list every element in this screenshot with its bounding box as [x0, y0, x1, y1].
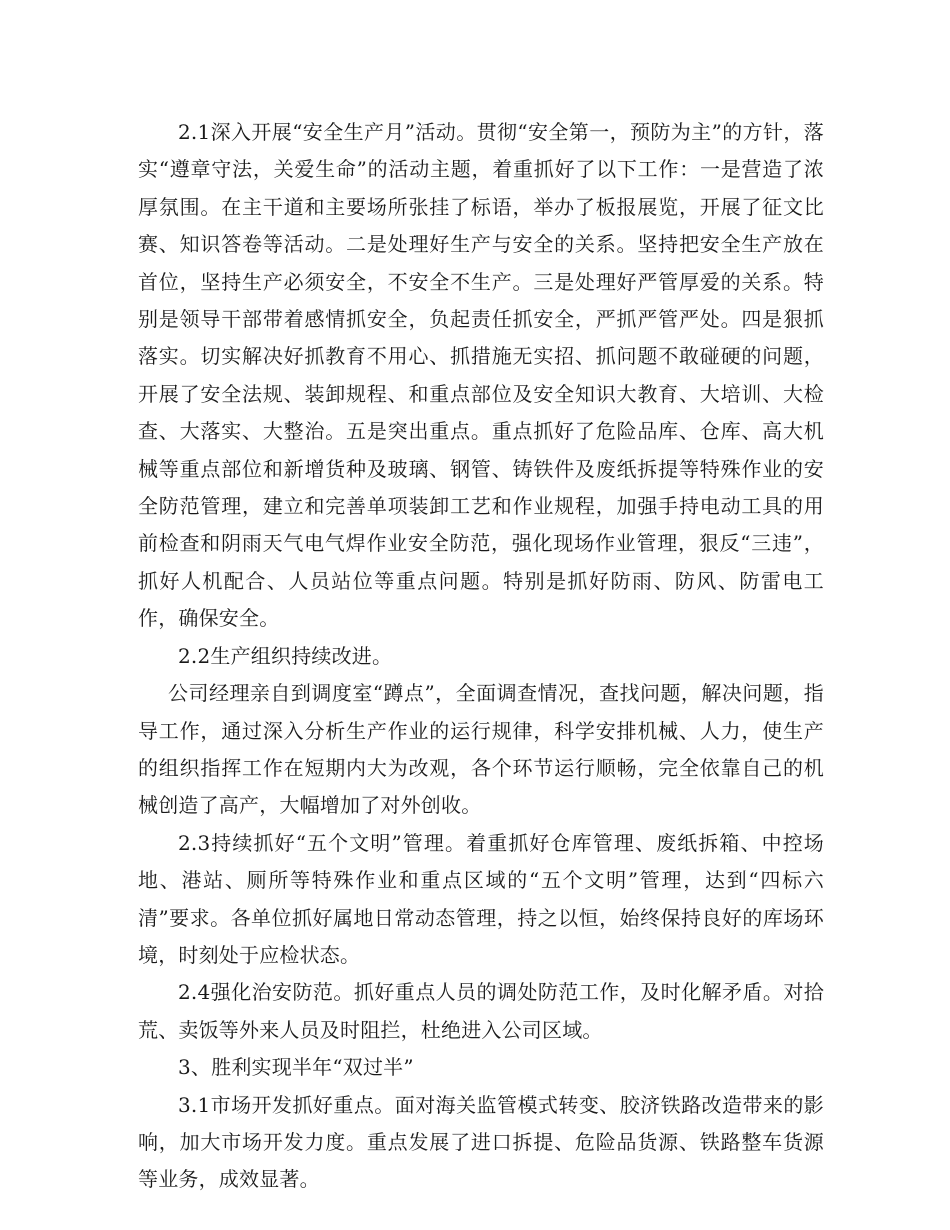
paragraph-2-3-five-civilizations: 2.3持续抓好“五个文明”管理。着重抓好仓库管理、废纸拆箱、中控场地、港站、厕所等特殊作业和重点区域的“五个文明”管理，达到“四标六清”要求。各单位抓好属地日常动态管理，持之以恒，始终保持良好的库场环境，时刻处于应检状态。 [138, 830, 824, 967]
paragraph-2-2-body: 公司经理亲自到调度室“蹲点”，全面调查情况，查找问题，解决问题，指导工作，通过深入分析生产作业的运行规律，科学安排机械、人力，使生产的组织指挥工作在短期内大为改观，各个环节运行顺畅，完全依靠自己的机械创造了高产，大幅增加了对外创收。 [138, 681, 824, 818]
paragraph-2-2-heading: 2.2生产组织持续改进。 [178, 643, 393, 668]
paragraph-2-1-safety-month: 2.1深入开展“安全生产月”活动。贯彻“安全第一，预防为主”的方针，落实“遵章守法，关爱生命”的活动主题，着重抓好了以下工作：一是营造了浓厚氛围。在主干道和主要场所张挂了标语，举办了板报展览，开展了征文比赛、知识答卷等活动。二是处理好生产与安全的关系。坚持把安全生产放在首位，坚持生产必须安全，不安全不生产。三是处理好严管厚爱的关系。特别是领导干部带着感情抓安全，负起责任抓安全，严抓严管严处。四是狠抓落实。切实解决好抓教育不用心、抓措施无实招、抓问题不敢碰硬的问题，开展了安全法规、装卸规程、和重点部位及安全知识大教育、大培训、大检查、大落实、大整治。五是突出重点。重点抓好了危险品库、仓库、高大机械等重点部位和新增货种及玻璃、钢管、铸铁件及废纸拆提等特殊作业的安全防范管理，建立和完善单项装卸工艺和作业规程，加强手持电动工具的用前检查和阴雨天气电气焊作业安全防范，强化现场作业管理，狠反“三违”，抓好人机配合、人员站位等重点问题。特别是抓好防雨、防风、防雷电工作，确保安全。 [138, 120, 824, 631]
document-body [138, 114, 824, 1199]
paragraph-2-4-security: 2.4强化治安防范。抓好重点人员的调处防范工作，及时化解矛盾。对拾荒、卖饭等外来人员及时阻拦，杜绝进入公司区域。 [138, 980, 824, 1042]
section-3-heading: 3、胜利实现半年“双过半” [178, 1055, 414, 1080]
paragraph-3-1-market: 3.1市场开发抓好重点。面对海关监管模式转变、胶济铁路改造带来的影响，加大市场开发力度。重点发展了进口拆提、危险品货源、铁路整车货源等业务，成效显著。 [138, 1092, 824, 1192]
